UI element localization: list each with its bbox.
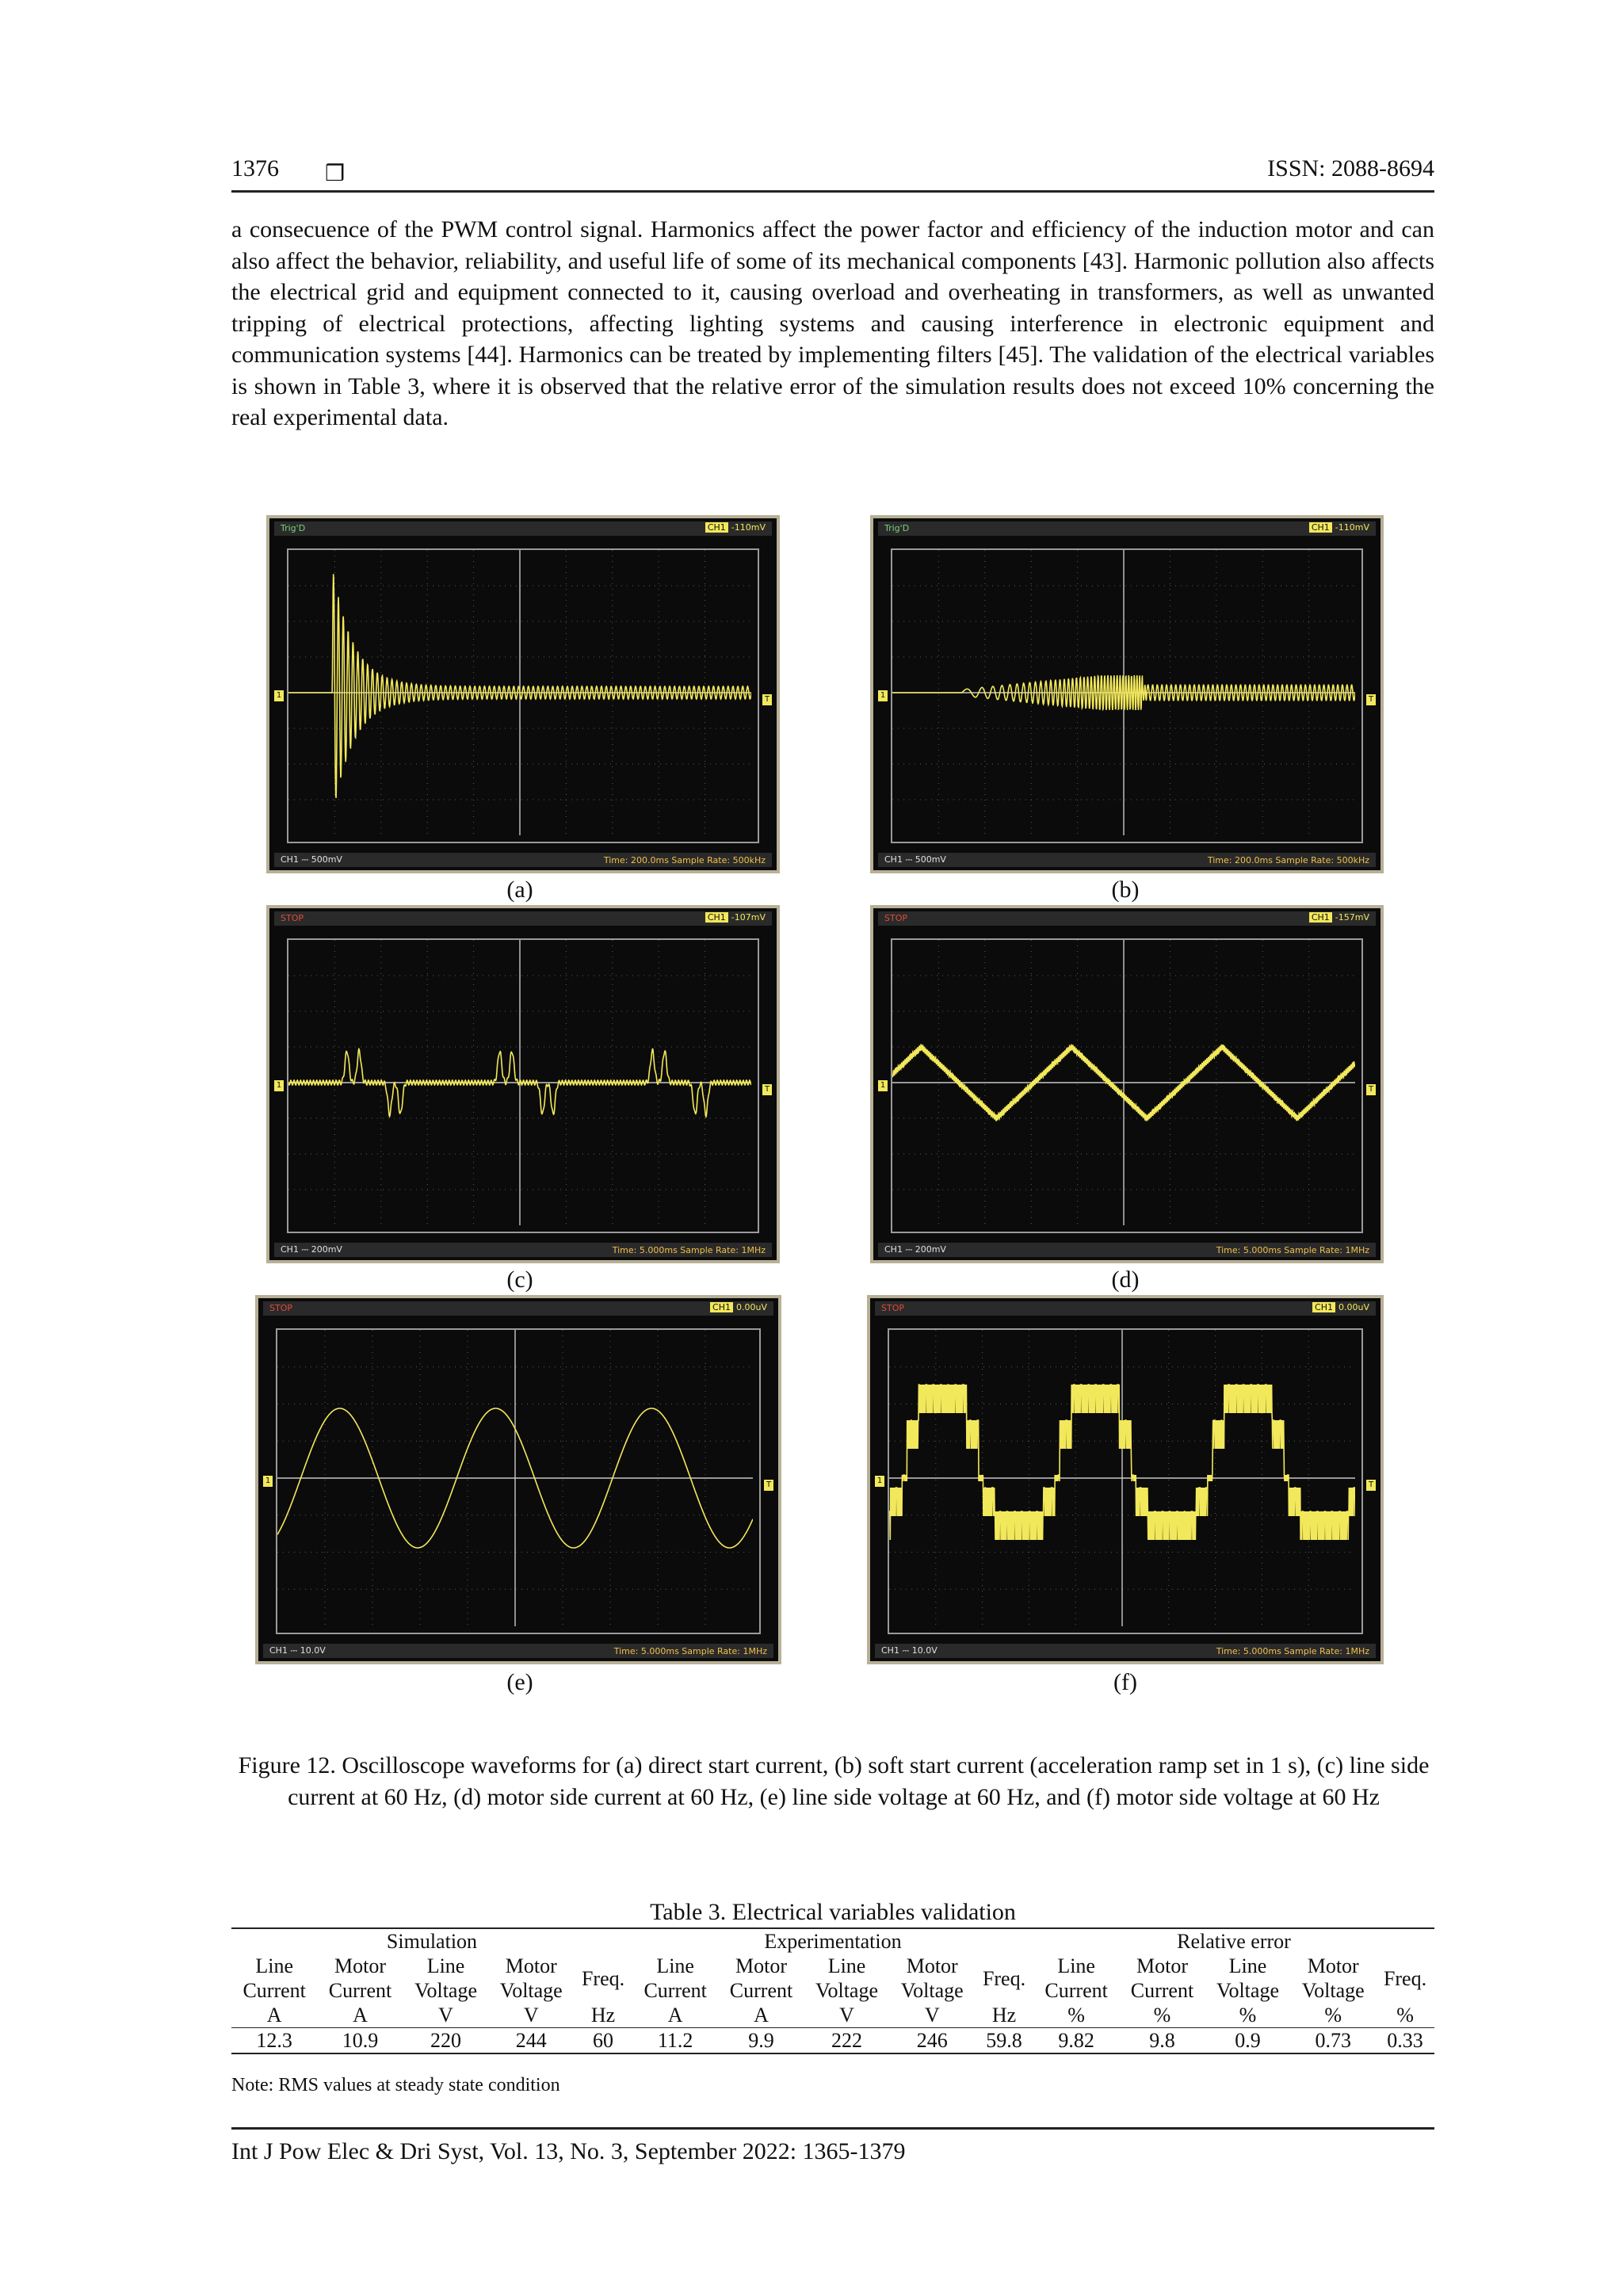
scope-graticule	[277, 1330, 753, 1626]
scope-panel-f	[867, 1295, 1384, 1664]
scope-channel: CH1	[1309, 912, 1332, 923]
column-header-line: Voltage	[1301, 1979, 1365, 2002]
sublabel-e: (e)	[506, 1669, 533, 1695]
unit-cell: %	[1290, 2003, 1376, 2028]
group-header: Simulation	[231, 1928, 632, 1954]
column-header-line: Current	[242, 1979, 306, 2002]
column-header-line: Line	[827, 1954, 866, 1977]
column-header	[231, 1954, 317, 2003]
sublabel-a: (a)	[506, 877, 533, 903]
column-header	[632, 1954, 718, 2003]
trigger-marker-icon: T	[1366, 1084, 1376, 1095]
value-cell: 11.2	[632, 2028, 718, 2054]
column-header-line: Voltage	[1216, 1979, 1279, 2002]
value-cell: 60	[574, 2028, 632, 2054]
scope-screen	[276, 1328, 761, 1634]
column-header	[1205, 1954, 1291, 2003]
column-header	[718, 1954, 804, 2003]
trigger-marker-icon: T	[1366, 694, 1376, 705]
scope-screen	[287, 938, 759, 1233]
column-header	[1119, 1954, 1205, 2003]
scope-scale: CH1 ⎓ 500mV	[281, 854, 342, 865]
square-icon: ❒	[325, 162, 346, 186]
scope-top-bar	[274, 911, 772, 926]
column-header-line: Line	[426, 1954, 465, 1977]
channel-marker-icon: 1	[878, 690, 888, 701]
scope-panel-c	[266, 905, 780, 1263]
group-header: Relative error	[1033, 1928, 1434, 1954]
channel-marker-icon: 1	[878, 1080, 888, 1091]
column-header	[804, 1954, 890, 2003]
column-header	[1376, 1954, 1434, 2003]
value-cell: 9.9	[718, 2028, 804, 2054]
column-header-line: Current	[1130, 1979, 1194, 2002]
trigger-marker-icon: T	[762, 1084, 772, 1095]
scope-panel-e	[255, 1295, 781, 1664]
column-header-line: Line	[1057, 1954, 1095, 1977]
trigger-marker-icon: T	[762, 694, 772, 705]
scope-panel-d	[870, 905, 1384, 1263]
unit-cell: %	[1033, 2003, 1119, 2028]
sublabel-b: (b)	[1111, 877, 1140, 903]
scope-status: Trig'D	[884, 523, 910, 533]
column-header-line: Freq.	[982, 1966, 1026, 1990]
scope-trigger-level: 0.00uV	[736, 1302, 767, 1312]
scope-trigger	[705, 522, 766, 533]
group-header: Experimentation	[632, 1928, 1033, 1954]
scope-status: STOP	[884, 913, 907, 923]
column-header-line: Voltage	[499, 1979, 563, 2002]
scope-trigger	[1309, 522, 1369, 533]
column-header	[1290, 1954, 1376, 2003]
unit-cell: A	[317, 2003, 403, 2028]
scope-trigger	[1309, 912, 1369, 923]
column-header-line: Line	[656, 1954, 694, 1977]
unit-cell: %	[1205, 2003, 1291, 2028]
value-cell: 0.33	[1376, 2028, 1434, 2054]
scope-panel-a	[266, 515, 780, 873]
scope-top-bar	[274, 521, 772, 536]
channel-marker-icon: 1	[263, 1476, 273, 1487]
scope-graticule	[892, 550, 1355, 835]
value-cell: 9.8	[1119, 2028, 1205, 2054]
scope-scale: CH1 ⎓ 10.0V	[881, 1645, 938, 1656]
table-group-row	[231, 1928, 1434, 1954]
scope-channel: CH1	[705, 912, 728, 923]
page-number: 1376	[231, 155, 279, 181]
unit-cell: A	[231, 2003, 317, 2028]
scope-timebase: Time: 5.000ms Sample Rate: 1MHz	[612, 1245, 766, 1255]
value-cell: 59.8	[975, 2028, 1033, 2054]
value-cell: 222	[804, 2028, 890, 2054]
scope-timebase: Time: 200.0ms Sample Rate: 500kHz	[1207, 855, 1369, 865]
column-header-line: Motor	[1307, 1954, 1359, 1977]
scope-channel: CH1	[1312, 1302, 1335, 1312]
trigger-marker-icon: T	[1366, 1480, 1376, 1491]
column-header	[574, 1954, 632, 2003]
value-cell: 0.73	[1290, 2028, 1376, 2054]
column-header-line: Current	[729, 1979, 793, 2002]
scope-timebase: Time: 5.000ms Sample Rate: 1MHz	[1216, 1646, 1369, 1656]
unit-cell: %	[1376, 2003, 1434, 2028]
unit-cell: Hz	[975, 2003, 1033, 2028]
value-cell: 0.9	[1205, 2028, 1291, 2054]
validation-table	[231, 1927, 1434, 2054]
unit-cell: A	[632, 2003, 718, 2028]
sublabel-f: (f)	[1113, 1669, 1137, 1695]
page-footer: Int J Pow Elec & Dri Syst, Vol. 13, No. 3, September 2022: 1365-1379	[231, 2138, 906, 2164]
footer-rule	[231, 2127, 1434, 2130]
scope-status: STOP	[269, 1303, 292, 1313]
column-header-line: Motor	[735, 1954, 787, 1977]
scope-trigger-level: 0.00uV	[1338, 1302, 1369, 1312]
scope-graticule	[288, 550, 751, 835]
value-cell: 10.9	[317, 2028, 403, 2054]
column-header-line: Current	[1044, 1979, 1108, 2002]
scope-status: STOP	[281, 913, 304, 923]
column-header	[889, 1954, 975, 2003]
scope-graticule	[892, 940, 1355, 1225]
unit-cell: V	[403, 2003, 489, 2028]
value-cell: 246	[889, 2028, 975, 2054]
scope-top-bar	[263, 1301, 773, 1316]
scope-trigger-level: -157mV	[1335, 912, 1369, 923]
sublabel-d: (d)	[1111, 1266, 1140, 1293]
column-header-line: Current	[643, 1979, 707, 2002]
column-header-line: Voltage	[815, 1979, 878, 2002]
unit-cell: V	[488, 2003, 574, 2028]
unit-cell: %	[1119, 2003, 1205, 2028]
scope-channel: CH1	[710, 1302, 733, 1312]
scope-graticule	[889, 1330, 1355, 1626]
scope-scale: CH1 ⎓ 500mV	[884, 854, 946, 865]
column-header-line: Line	[255, 1954, 293, 1977]
scope-scale: CH1 ⎓ 200mV	[884, 1244, 946, 1255]
scope-panel-b	[870, 515, 1384, 873]
scope-trigger-level: -110mV	[1335, 522, 1369, 533]
scope-trigger-level: -110mV	[731, 522, 766, 533]
trigger-marker-icon: T	[764, 1480, 773, 1491]
value-cell: 244	[488, 2028, 574, 2054]
column-header-line: Motor	[334, 1954, 387, 1977]
table-note: Note: RMS values at steady state condition	[231, 2075, 560, 2095]
scope-trigger	[1312, 1302, 1369, 1312]
table-row	[231, 2028, 1434, 2054]
scope-scale: CH1 ⎓ 10.0V	[269, 1645, 326, 1656]
column-header-line: Motor	[505, 1954, 557, 1977]
table-unit-row	[231, 2003, 1434, 2028]
column-header-line: Voltage	[414, 1979, 478, 2002]
scope-screen	[287, 548, 759, 843]
scope-screen	[891, 938, 1363, 1233]
scope-channel: CH1	[705, 522, 728, 533]
column-header	[317, 1954, 403, 2003]
scope-top-bar	[878, 911, 1376, 926]
column-header-line: Voltage	[900, 1979, 964, 2002]
column-header-line: Freq.	[1383, 1966, 1427, 1990]
table-title: Table 3. Electrical variables validation	[650, 1899, 1016, 1925]
scope-top-bar	[878, 521, 1376, 536]
waveform-trace	[892, 675, 1355, 710]
unit-cell: V	[889, 2003, 975, 2028]
column-header	[975, 1954, 1033, 2003]
scope-trigger-level: -107mV	[731, 912, 766, 923]
scope-top-bar	[875, 1301, 1376, 1316]
unit-cell: Hz	[574, 2003, 632, 2028]
column-header-line: Motor	[906, 1954, 958, 1977]
value-cell: 9.82	[1033, 2028, 1119, 2054]
figure-caption: Figure 12. Oscilloscope waveforms for (a) direct start current, (b) soft start current (acceleration ramp set in 1 s), (c) line side current at 60 Hz, (d) motor side current at 60 Hz, (e) line side voltage at 60 Hz, and (f) motor side voltage at 60 Hz	[238, 1752, 1430, 1810]
header-rule	[231, 190, 1434, 193]
scope-channel: CH1	[1309, 522, 1332, 533]
column-header-line: Line	[1228, 1954, 1267, 1977]
scope-screen	[891, 548, 1363, 843]
channel-marker-icon: 1	[274, 1080, 284, 1091]
scope-status: STOP	[881, 1303, 904, 1313]
scope-timebase: Time: 5.000ms Sample Rate: 1MHz	[1216, 1245, 1369, 1255]
column-header	[403, 1954, 489, 2003]
column-header	[488, 1954, 574, 2003]
issn: ISSN: 2088-8694	[1267, 155, 1434, 181]
column-header	[1033, 1954, 1119, 2003]
channel-marker-icon: 1	[875, 1476, 884, 1487]
value-cell: 220	[403, 2028, 489, 2054]
scope-timebase: Time: 200.0ms Sample Rate: 500kHz	[603, 855, 766, 865]
column-header-line: Motor	[1136, 1954, 1188, 1977]
sublabel-c: (c)	[506, 1266, 533, 1293]
channel-marker-icon: 1	[274, 690, 284, 701]
unit-cell: A	[718, 2003, 804, 2028]
body-paragraph: a consecuence of the PWM control signal. Harmonics affect the power factor and efficiency of the induction motor and can also affect the behavior, reliability, and useful life of some of its mechanical components [43]. Harmonic pollution also affects the electrical grid and equipment connected to it, causing overload and overheating in transformers, as well as unwanted tripping of electrical protections, affecting lighting systems and causing interference in electronic equipment and communication systems [44]. Harmonics can be treated by implementing filters [45]. The validation of the electrical variables is shown in Table 3, where it is observed that the relative error of the simulation results does not exceed 10% concerning the real experimental data.	[231, 216, 1434, 430]
scope-graticule	[288, 940, 751, 1225]
column-header-line: Freq.	[581, 1966, 625, 1990]
scope-status: Trig'D	[281, 523, 306, 533]
scope-timebase: Time: 5.000ms Sample Rate: 1MHz	[613, 1646, 767, 1656]
column-header-line: Current	[328, 1979, 392, 2002]
unit-cell: V	[804, 2003, 890, 2028]
scope-screen	[888, 1328, 1363, 1634]
page-header	[231, 155, 1434, 190]
value-cell: 12.3	[231, 2028, 317, 2054]
scope-scale: CH1 ⎓ 200mV	[281, 1244, 342, 1255]
table-column-row	[231, 1954, 1434, 2003]
scope-trigger	[710, 1302, 767, 1312]
scope-trigger	[705, 912, 766, 923]
